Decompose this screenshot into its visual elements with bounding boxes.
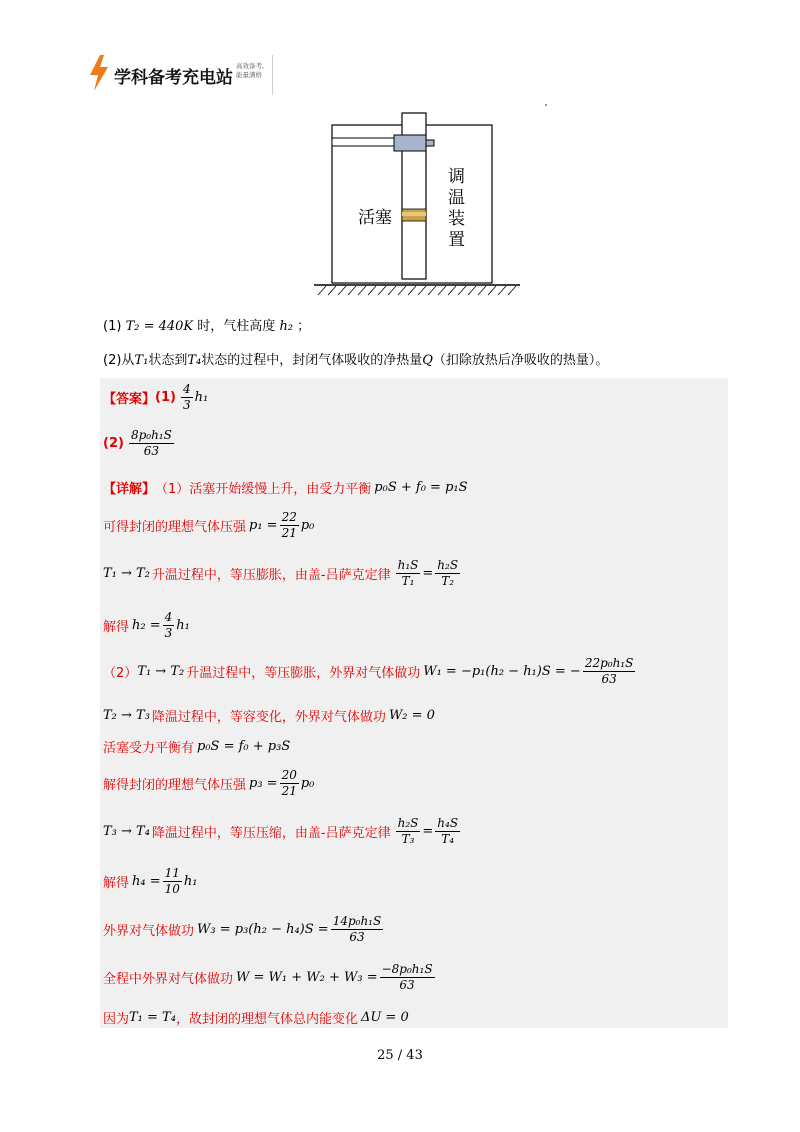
- detail-6-text: 降温过程中，等容变化，外界对气体做功: [151, 710, 386, 725]
- detail-line-9: [103, 816, 462, 847]
- fraction: [583, 656, 636, 687]
- detail-line-3: [103, 558, 462, 589]
- frac-num: 4: [182, 382, 191, 396]
- detail-8-math: [249, 768, 314, 799]
- frac-den: 3: [164, 626, 173, 640]
- header-divider: [272, 55, 273, 95]
- answer-line-2: [103, 428, 176, 459]
- fraction: [435, 558, 460, 589]
- frac-den: T₄: [441, 832, 455, 846]
- detail-13-eq: ΔU = 0: [360, 1010, 409, 1025]
- page-number: 25 / 43: [377, 1048, 423, 1063]
- detail-9-math: T₃ → T₄: [103, 824, 150, 839]
- device-label-char: 温: [448, 188, 465, 208]
- frac-den: 3: [182, 398, 191, 412]
- piston-label: 活塞: [358, 208, 392, 228]
- fraction: [380, 962, 435, 993]
- fraction: [181, 382, 193, 413]
- detail-line-10: [103, 866, 198, 897]
- frac-num: 8p₀h₁S: [130, 428, 172, 442]
- decorative-dot: [545, 104, 547, 106]
- math-eq: W₃ = p₃(h₂ − h₄)S =: [197, 922, 329, 937]
- frac-den: 63: [399, 978, 415, 992]
- q1-math: T₂ = 440K: [125, 319, 194, 334]
- frac-num: 20: [281, 768, 297, 782]
- detail-10-math: [132, 866, 197, 897]
- detail-11-text: 外界对气体做功: [103, 924, 195, 939]
- detail-line-11: [103, 914, 385, 945]
- detail-1-math: p₀S + f₀ = p₁S: [374, 480, 468, 495]
- question-1: [103, 315, 310, 334]
- math-rhs: h₁: [183, 874, 198, 889]
- q2-mid: 状态到: [148, 353, 188, 368]
- device-label-char: 调: [448, 167, 465, 187]
- detail-2-math: [249, 510, 314, 541]
- math-lhs: p₃ =: [249, 776, 278, 791]
- detail-8-text: 解得封闭的理想气体压强: [103, 778, 247, 793]
- detail-4-math: [132, 610, 190, 641]
- fraction: [396, 816, 421, 847]
- frac-num: h₂S: [437, 558, 459, 572]
- device-label-char: 置: [448, 230, 465, 250]
- detail-7-text: 活塞受力平衡有: [103, 741, 195, 756]
- answer-1-prefix: (1): [155, 390, 176, 405]
- frac-den: T₁: [401, 574, 415, 588]
- q1-end: ；: [297, 319, 311, 334]
- detail-3-text: 升温过程中，等压膨胀，由盖-吕萨克定律: [151, 568, 391, 583]
- frac-den: 63: [349, 930, 365, 944]
- detail-line-1: [103, 478, 468, 497]
- q2-text: 状态的过程中，封闭气体吸收的净热量: [201, 353, 423, 368]
- math-lhs: h₂ =: [132, 618, 161, 633]
- frac-num: h₂S: [397, 816, 419, 830]
- detail-line-2: [103, 510, 314, 541]
- fraction: [396, 558, 421, 589]
- detail-line-7: [103, 737, 290, 756]
- frac-num: 22p₀h₁S: [584, 656, 634, 670]
- math-eq: W = W₁ + W₂ + W₃ =: [236, 970, 378, 985]
- detail-6-eq: W₂ = 0: [388, 708, 435, 723]
- answer-1-var: h₁: [194, 390, 209, 405]
- detail-6-math: T₂ → T₃: [103, 708, 150, 723]
- math-lhs: h₄ =: [132, 874, 161, 889]
- q2-prefix: (2)从: [103, 353, 135, 368]
- math-eq: =: [422, 566, 434, 581]
- fraction: [163, 866, 182, 897]
- detail-11-math: [197, 914, 385, 945]
- math-rhs: p₀: [300, 518, 315, 533]
- detail-3-math: T₁ → T₂: [103, 566, 150, 581]
- detail-12-text: 全程中外界对气体做功: [103, 972, 234, 987]
- fraction: [163, 610, 175, 641]
- answer-2-prefix: (2): [103, 436, 124, 451]
- apparatus-svg: [312, 105, 522, 300]
- apparatus-diagram: [312, 105, 522, 304]
- frac-den: 63: [601, 672, 617, 686]
- math-rhs: h₁: [176, 618, 190, 633]
- q2-var3: Q: [422, 353, 433, 368]
- fraction: [435, 816, 460, 847]
- math-rhs: p₀: [300, 776, 315, 791]
- detail-7-math: p₀S = f₀ + p₃S: [197, 739, 291, 754]
- detail-line-13: [103, 1008, 409, 1027]
- detail-9-text: 降温过程中，等压压缩，由盖-吕萨克定律: [151, 826, 391, 841]
- brand-slogan: [236, 62, 276, 80]
- brand-name: 学科备考充电站: [114, 68, 233, 88]
- frac-den: T₃: [401, 832, 415, 846]
- frac-num: −8p₀h₁S: [381, 962, 433, 976]
- detail-line-12: [103, 962, 437, 993]
- device-label: [448, 167, 468, 251]
- frac-num: h₄S: [437, 816, 459, 830]
- detail-13-math: T₁ = T₄: [129, 1010, 176, 1025]
- slogan-line-1: 高效备考,: [236, 62, 265, 70]
- fraction: [280, 510, 299, 541]
- answer-1-math: [179, 382, 208, 413]
- detail-line-5: [103, 656, 637, 687]
- detail-10-text: 解得: [103, 876, 130, 891]
- detail-5-text: 升温过程中，等压膨胀，外界对气体做功: [186, 666, 421, 681]
- math-lhs: p₁ =: [249, 518, 278, 533]
- frac-den: 63: [143, 444, 160, 458]
- detail-line-8: [103, 768, 314, 799]
- q1-var: h₂: [279, 319, 294, 334]
- math-eq: =: [422, 824, 434, 839]
- slogan-line-2: 能量满格: [236, 71, 262, 79]
- lightning-bolt-icon: [88, 55, 110, 91]
- detail-3-eq: [394, 558, 462, 589]
- detail-13-text2: ，故封闭的理想气体总内能变化: [175, 1012, 358, 1027]
- frac-den: 21: [281, 526, 297, 540]
- answer-2-math: [127, 428, 176, 459]
- frac-den: 10: [164, 882, 180, 896]
- q2-end: （扣除放热后净吸收的热量）。: [432, 353, 609, 368]
- frac-den: 21: [281, 784, 297, 798]
- detail-12-math: [236, 962, 437, 993]
- detail-9-eq: [394, 816, 462, 847]
- detail-5-math: T₁ → T₂: [137, 664, 185, 679]
- detail-13-text1: 因为: [103, 1012, 130, 1027]
- fraction: [129, 428, 174, 459]
- detail-5-eq: [423, 656, 637, 687]
- detail-2-text: 可得封闭的理想气体压强: [103, 520, 247, 535]
- fraction: [280, 768, 299, 799]
- device-label-char: 装: [448, 209, 465, 229]
- frac-den: T₂: [441, 574, 455, 588]
- frac-num: h₁S: [397, 558, 419, 572]
- q1-prefix: (1): [103, 319, 122, 334]
- detail-4-text: 解得: [103, 620, 130, 635]
- q2-var2: T₄: [187, 353, 202, 368]
- answer-label: 【答案】: [103, 392, 156, 407]
- detail-5-prefix: （2）: [103, 666, 138, 681]
- detail-line-6: [103, 706, 435, 725]
- q1-text: 时，气柱高度: [197, 319, 276, 334]
- detail-label: 【详解】: [103, 482, 156, 497]
- frac-num: 11: [164, 866, 180, 880]
- q2-var1: T₁: [134, 353, 149, 368]
- frac-num: 22: [281, 510, 297, 524]
- frac-num: 14p₀h₁S: [332, 914, 382, 928]
- frac-num: 4: [164, 610, 173, 624]
- fraction: [331, 914, 384, 945]
- answer-line-1: [103, 382, 208, 413]
- detail-1-text: （1）活塞开始缓慢上升，由受力平衡: [155, 482, 372, 497]
- detail-line-4: [103, 610, 190, 641]
- math-eq: W₁ = −p₁(h₂ − h₁)S = −: [423, 664, 581, 679]
- question-2: [103, 349, 608, 368]
